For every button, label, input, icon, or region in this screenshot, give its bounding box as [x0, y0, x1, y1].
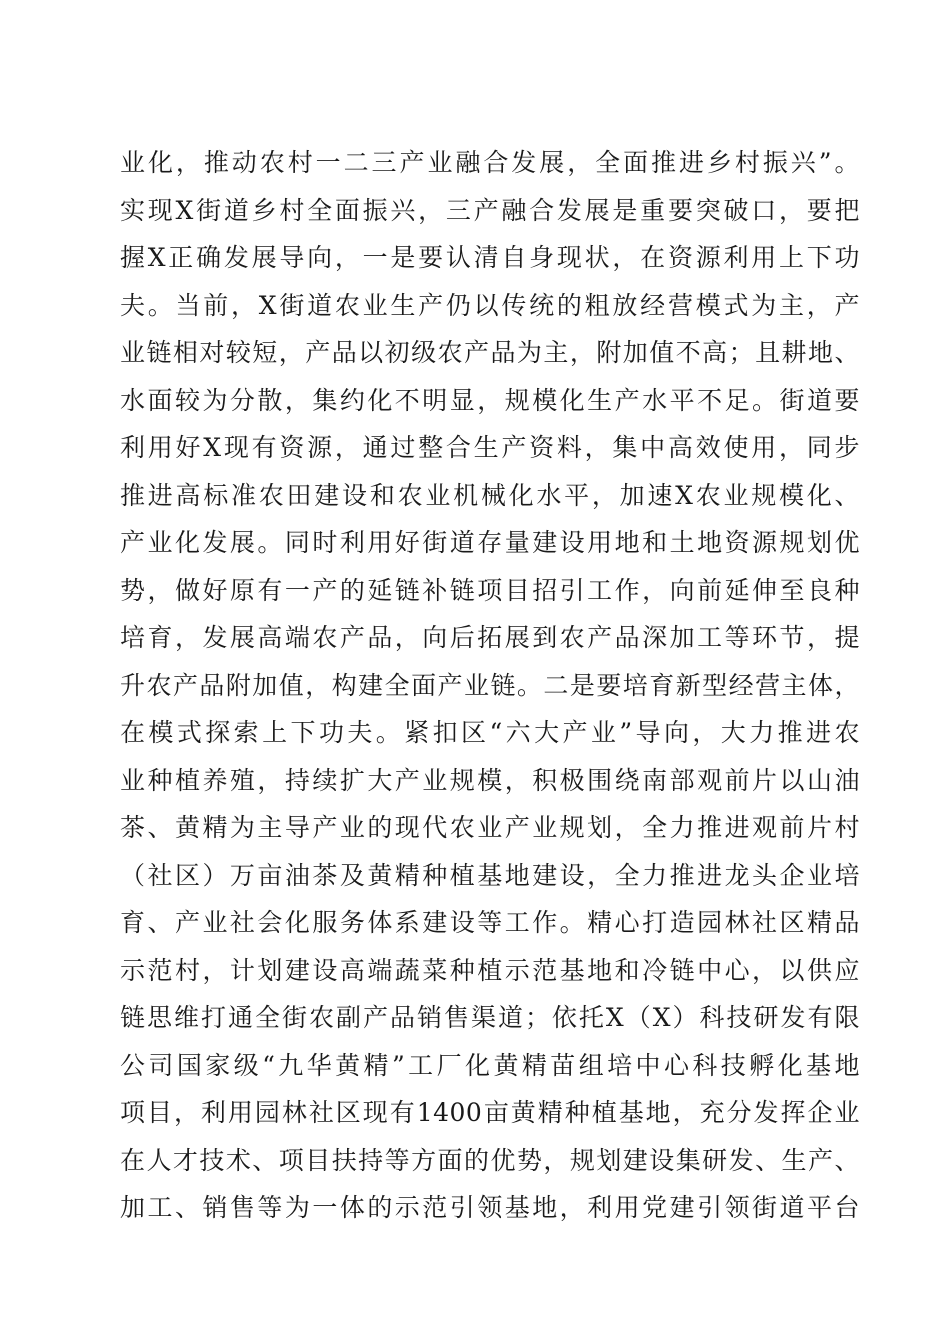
- text-line: 在人才技术、项目扶持等方面的优势，规划建设集研发、生产、: [120, 1145, 860, 1175]
- text-line: 业化，推动农村一二三产业融合发展，全面推进乡村振兴”。: [120, 148, 860, 177]
- text-line: 握X正确发展导向，一是要认清自身现状，在资源利用上下功: [120, 243, 860, 272]
- text-line: 势，做好原有一产的延链补链项目招引工作，向前延伸至良种: [120, 575, 860, 605]
- body-paragraph: [120, 139, 860, 1232]
- text-line: 项目，利用园林社区现有1400亩黄精种植基地，充分发挥企业: [120, 1098, 860, 1127]
- text-line: 水面较为分散，集约化不明显，规模化生产水平不足。街道要: [120, 385, 860, 415]
- text-line: 升农产品附加值，构建全面产业链。二是要培育新型经营主体，: [120, 670, 860, 700]
- text-line: 实现X街道乡村全面振兴，三产融合发展是重要突破口，要把: [120, 195, 860, 225]
- text-line: 加工、销售等为一体的示范引领基地，利用党建引领街道平台: [120, 1193, 860, 1222]
- text-line: 利用好X现有资源，通过整合生产资料，集中高效使用，同步: [120, 433, 860, 462]
- text-line: 育、产业社会化服务体系建设等工作。精心打造园林社区精品: [120, 908, 860, 937]
- text-line: （社区）万亩油茶及黄精种植基地建设，全力推进龙头企业培: [120, 860, 860, 890]
- text-line: 公司国家级“九华黄精”工厂化黄精苗组培中心科技孵化基地: [120, 1050, 860, 1080]
- text-line: 茶、黄精为主导产业的现代农业产业规划，全力推进观前片村: [120, 813, 860, 842]
- text-line: 夫。当前，X街道农业生产仍以传统的粗放经营模式为主，产: [120, 290, 860, 320]
- text-line: 示范村，计划建设高端蔬菜种植示范基地和冷链中心，以供应: [120, 955, 860, 985]
- text-line: 业链相对较短，产品以初级农产品为主，附加值不高；且耕地、: [120, 338, 860, 367]
- text-line: 产业化发展。同时利用好街道存量建设用地和土地资源规划优: [120, 528, 860, 557]
- text-line: 推进高标准农田建设和农业机械化水平，加速X农业规模化、: [120, 480, 860, 510]
- text-line: 业种植养殖，持续扩大产业规模，积极围绕南部观前片以山油: [120, 765, 860, 795]
- text-line: 在模式探索上下功夫。紧扣区“六大产业”导向，大力推进农: [120, 718, 860, 747]
- text-line: 链思维打通全街农副产品销售渠道；依托X（X）科技研发有限: [120, 1003, 860, 1032]
- text-line: 培育，发展高端农产品，向后拓展到农产品深加工等环节，提: [120, 623, 860, 652]
